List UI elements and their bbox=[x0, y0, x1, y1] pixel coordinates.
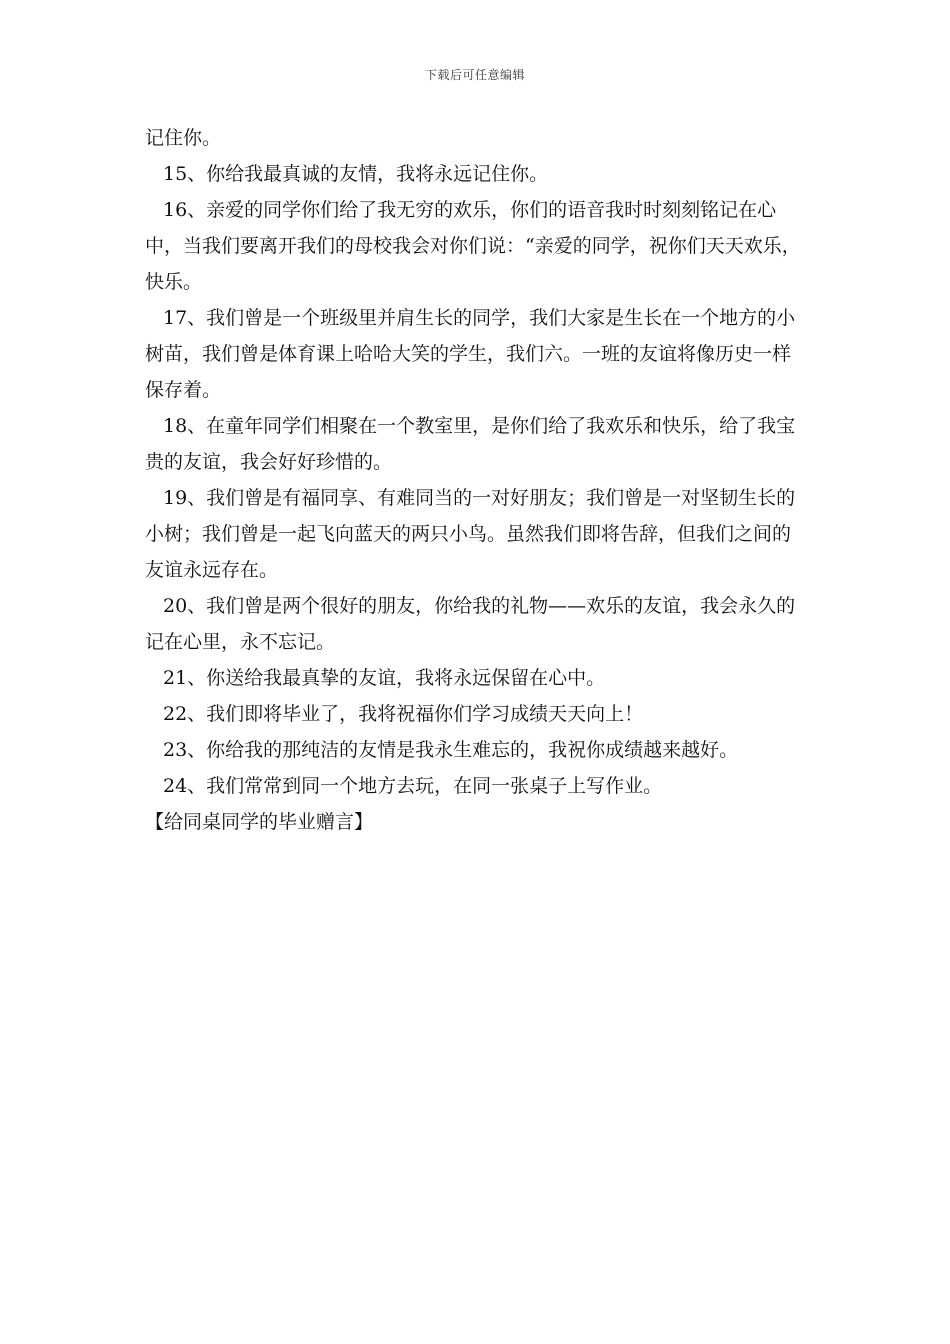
section-heading: 【给同桌同学的毕业赠言】 bbox=[145, 811, 374, 833]
paragraph-item-16: 16、亲爱的同学你们给了我无穷的欢乐，你们的语音我时时刻刻铭记在心中，当我们要离开我们的母校我会对你们说：“亲爱的同学，祝你们天天欢乐，快乐。 bbox=[145, 199, 801, 293]
paragraph-item-20: 20、我们曾是两个很好的朋友，你给我的礼物——欢乐的友谊，我会永久的记在心里，永不忘记。 bbox=[145, 595, 796, 653]
paragraph-item-18: 18、在童年同学们相聚在一个教室里，是你们给了我欢乐和快乐，给了我宝贵的友谊，我会好好珍惜的。 bbox=[145, 415, 796, 473]
paragraph-item-21: 21、你送给我最真挚的友谊，我将永远保留在心中。 bbox=[163, 667, 606, 689]
paragraph-item-23: 23、你给我的那纯洁的友情是我永生难忘的，我祝你成绩越来越好。 bbox=[163, 739, 739, 761]
paragraph-item-22: 22、我们即将毕业了，我将祝福你们学习成绩天天向上！ bbox=[163, 703, 644, 725]
document-body bbox=[145, 120, 809, 840]
paragraph-item-24: 24、我们常常到同一个地方去玩，在同一张桌子上写作业。 bbox=[163, 775, 663, 797]
paragraph-item-17: 17、我们曾是一个班级里并肩生长的同学，我们大家是生长在一个地方的小树苗，我们曾是体育课上哈哈大笑的学生，我们六。一班的友谊将像历史一样保存着。 bbox=[145, 307, 796, 401]
paragraph-item-15: 15、你给我最真诚的友情，我将永远记住你。 bbox=[163, 163, 549, 185]
header-note: 下载后可任意编辑 bbox=[424, 68, 525, 82]
paragraph-item-19: 19、我们曾是有福同享、有难同当的一对好朋友；我们曾是一对坚韧生长的小树；我们曾是一起飞向蓝天的两只小鸟。虽然我们即将告辞，但我们之间的友谊永远存在。 bbox=[145, 487, 796, 581]
paragraph-continuation: 记住你。 bbox=[145, 127, 222, 149]
